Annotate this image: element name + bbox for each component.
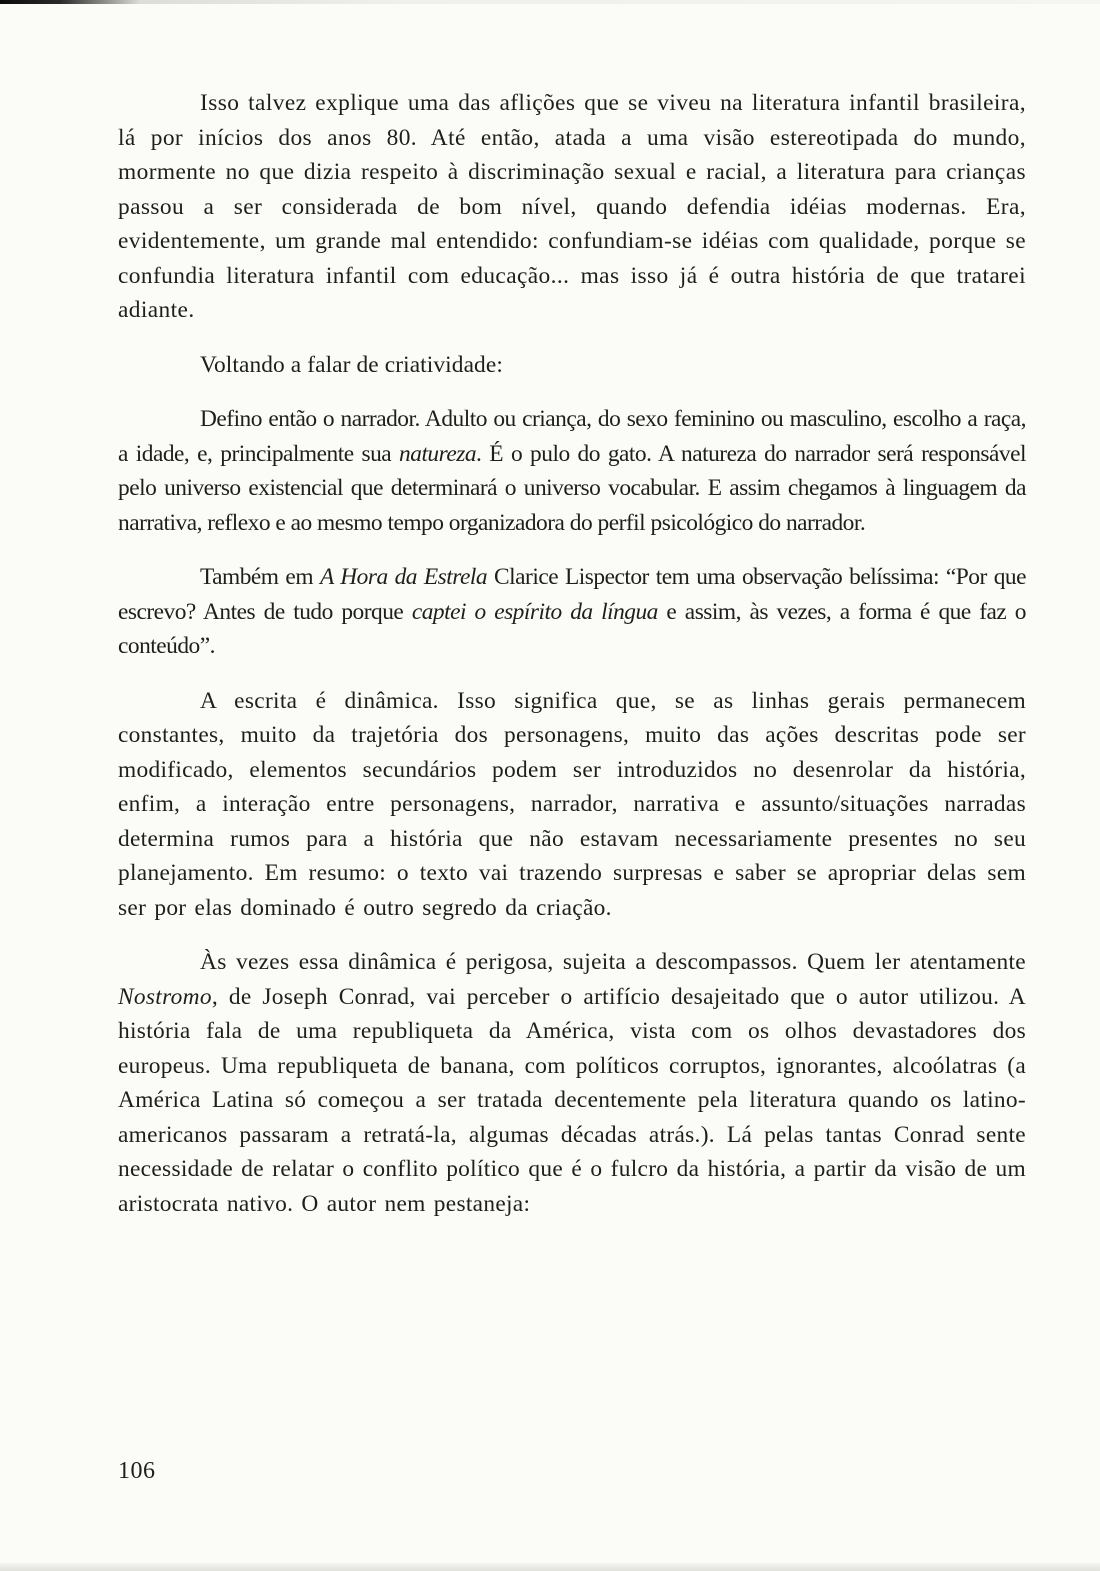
page-body <box>118 86 1026 1221</box>
paragraph-text: e assim, às vezes, a forma é que faz o conteúdo”. <box>118 598 1026 659</box>
paragraph-text: Isso talvez explique uma das aflições que se viveu na literatura infantil brasileira, lá por inícios dos anos 80. Até então, atada a uma visão estereotipada do mundo, mormente no que dizia respeito à discriminação sexual e racial, a literatura para crianças passou a ser considerada de bom nível, quando defendia idéias modernas. Era, evidentemente, um grande mal entendido: confundiam-se idéias com qualidade, porque se confundia literatura infantil com educação... mas isso já é outra história de que tratarei adiante. <box>118 90 1026 323</box>
paragraph <box>118 402 1026 540</box>
italic-term: natureza <box>399 440 477 467</box>
paragraph-text: Voltando a falar de criatividade: <box>200 351 503 378</box>
paragraph <box>118 684 1026 926</box>
italic-quote: captei o espírito da língua <box>411 598 658 625</box>
paragraph <box>118 945 1026 1221</box>
book-title: A Hora da Estrela <box>319 564 488 590</box>
scan-top-edge <box>0 0 1100 4</box>
paragraph <box>118 560 1026 664</box>
paragraph-text: Defino então o narrador. Adulto ou criança, do sexo feminino ou masculino, escolho a raça, a idade, e, principalmente sua <box>118 406 1026 467</box>
paragraph-text: . É o pulo do gato. A natureza do narrador será responsável pelo universo existencial que determinará o universo vocabular. E assim chegamos à linguagem da narrativa, reflexo e ao mesmo tempo organizadora do perfil psicológico do narrador. <box>118 440 1026 536</box>
paragraph-text: Às vezes essa dinâmica é perigosa, sujeita a descompassos. Quem ler atentamente <box>200 949 1026 975</box>
book-title: Nostromo <box>118 983 212 1010</box>
paragraph-text: A escrita é dinâmica. Isso significa que, se as linhas gerais permanecem constantes, muito da trajetória dos personagens, muito das ações descritas pode ser modificado, elementos secundários podem ser introduzidos no desenrolar da história, enfim, a interação entre personagens, narrador, narrativa e assunto/situações narradas determina rumos para a história que não estavam necessariamente presentes no seu planejamento. Em resumo: o texto vai trazendo surpresas e saber se apropriar delas sem ser por elas dominado é outro segredo da criação. <box>118 687 1026 921</box>
paragraph-text: Também em <box>200 564 320 590</box>
paragraph-text: , de Joseph Conrad, vai perceber o artifício desajeitado que o autor utilizou. A história fala de uma republiqueta da América, vista com os olhos devastadores dos europeus. Uma republiqueta de banana, com políticos corruptos, ignorantes, alcoólatras (a América Latina só começou a ser tratada decentemente pela literatura quando os latino-americanos passaram a retratá-la, algumas décadas atrás.). Lá pelas tantas Conrad sente necessidade de relatar o conflito político que é o fulcro da história, a partir da visão de um aristocrata nativo. O autor nem pestaneja: <box>118 983 1026 1217</box>
paragraph <box>118 86 1026 328</box>
scan-bottom-edge <box>0 1563 1100 1571</box>
paragraph <box>118 348 1026 383</box>
page-number: 106 <box>118 1458 156 1484</box>
paragraph-text: Clarice Lispector tem uma observação belíssima: “Por que escrevo? Antes de tudo porque <box>118 564 1026 625</box>
